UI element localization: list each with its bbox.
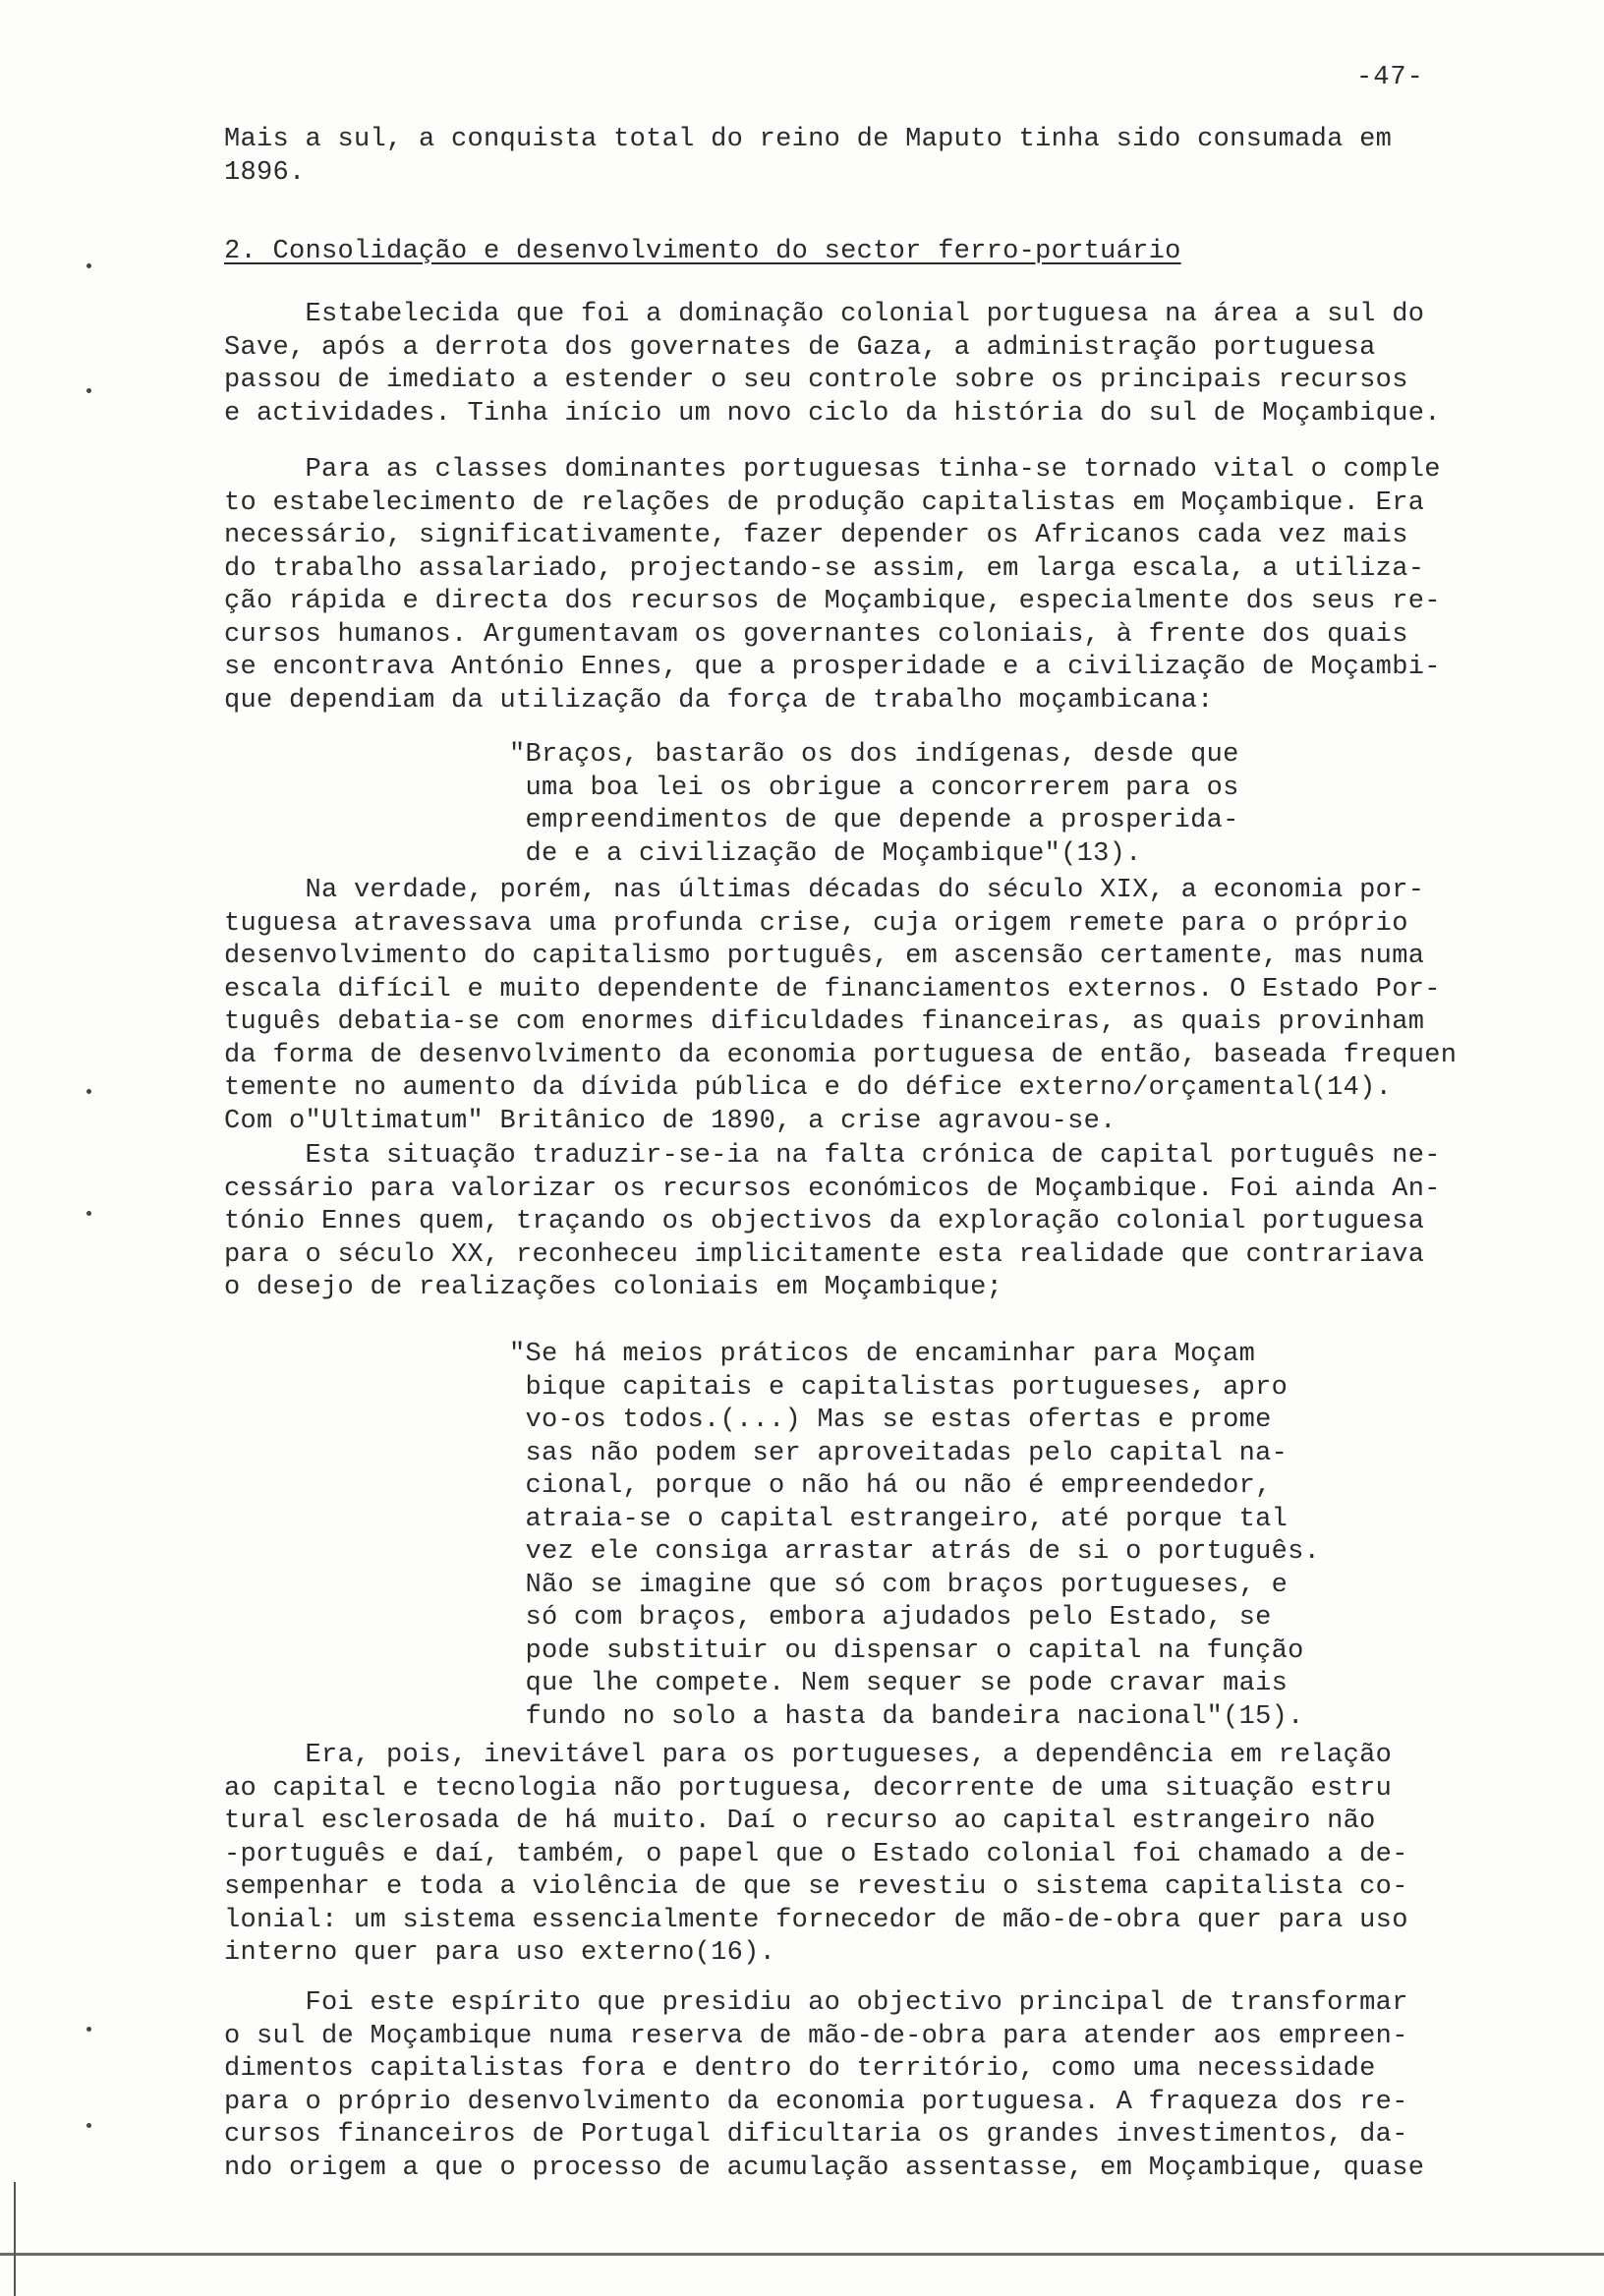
paragraph-4: Esta situação traduzir-se-ia na falta crónica de capital português ne- cessário para valorizar os recursos económicos de Moçambique. Foi ainda An- tónio Ennes quem, traçando os objectivos da exploração colonial portuguesa para o século XX, reconheceu implicitamente esta realidade que contrariava o desejo de realizações coloniais em Moçambique; xyxy=(224,1141,1441,1302)
section-heading-text: 2. Consolidação e desenvolvimento do sector ferro-portuário xyxy=(224,237,1181,266)
paragraph-2: Para as classes dominantes portuguesas tinha-se tornado vital o comple to estabelecimento de relações de produção capitalistas em Moçambique. Era necessário, significativamente, fazer depender os Africanos cada vez mais do trabalho assalariado, projectando-se assim, em larga escala, a utiliza- ção rápida e directa dos recursos de Moçambique, especialmente dos seus re- cursos humanos. Argumentavam os governantes coloniais, à frente dos quais se encontrava António Ennes, que a prosperidade e a civilização de Moçambi- que dependiam da utilização da força de trabalho moçambicana: xyxy=(224,455,1441,716)
page-number: -47- xyxy=(1356,63,1424,92)
left-margin-rule xyxy=(14,2182,16,2296)
section-heading xyxy=(224,236,1561,269)
paragraph-6: Foi este espírito que presidiu ao objectivo principal de transformar o sul de Moçambique numa reserva de mão-de-obra para atender aos empreen- dimentos capitalistas fora e dentro do território, como uma necessidade para o próprio desenvolvimento da economia portuguesa. A fraqueza dos re- cursos financeiros de Portugal dificultaria os grandes investimentos, da- ndo origem a que o processo de acumulação assentasse, em Moçambique, quase xyxy=(224,1988,1425,2183)
block-quote-2: "Se há meios práticos de encaminhar para Moçam bique capitais e capitalistas portugueses, apro vo-os todos.(...) Mas se estas ofertas e prome sas não podem ser aproveitadas pelo capital na- cional, porque o não há ou não é empreendedor, atraia-se o capital estrangeiro, até porque tal vez ele consiga arrastar atrás de si o português. Não se imagine que só com braços portugueses, e só com braços, embora ajudados pelo Estado, se pode substituir ou dispensar o capital na função que lhe compete. Nem sequer se pode cravar mais fundo no solo a hasta da bandeira nacional"(15). xyxy=(509,1340,1321,1732)
paragraph-3: Na verdade, porém, nas últimas décadas do século XIX, a economia por- tuguesa atravessava uma profunda crise, cuja origem remete para o próprio desenvolvimento do capitalismo português, em ascensão certamente, mas numa escala difícil e muito dependente de financiamentos externos. O Estado Por- tuguês debatia-se com enormes dificuldades financeiras, as quais provinham da forma de desenvolvimento da economia portuguesa de então, baseada frequen temente no aumento da dívida pública e do défice externo/orçamental(14). Com o"Ultimatum" Britânico de 1890, a crise agravou-se. xyxy=(224,876,1458,1136)
paragraph-1: Estabelecida que foi a dominação colonial portuguesa na área a sul do Save, após a derrota dos governates de Gaza, a administração portuguesa passou de imediato a estender o seu controle sobre os principais recursos e actividades. Tinha início um novo ciclo da história do sul de Moçambique. xyxy=(224,300,1441,429)
paragraph-intro: Mais a sul, a conquista total do reino de Maputo tinha sido consumada em 1896. xyxy=(224,125,1393,188)
margin-mark xyxy=(86,2027,91,2032)
margin-mark xyxy=(86,1089,91,1094)
margin-mark xyxy=(86,2123,91,2128)
margin-mark xyxy=(86,1211,91,1216)
margin-mark xyxy=(86,388,91,393)
margin-mark xyxy=(86,263,91,268)
block-quote-1: "Braços, bastarão os dos indígenas, desde que uma boa lei os obrigue a concorrerem para os empreendimentos de que depende a prosperida- de e a civilização de Moçambique"(13). xyxy=(509,740,1239,869)
bottom-rule xyxy=(0,2253,1604,2256)
paragraph-5: Era, pois, inevitável para os portugueses, a dependência em relação ao capital e tecnologia não portuguesa, decorrente de uma situação estru tural esclerosada de há muito. Daí o recurso ao capital estrangeiro não -português e daí, também, o papel que o Estado colonial foi chamado a de- sempenhar e toda a violência de que se revestiu o sistema capitalista co- lonial: um sistema essencialmente fornecedor de mão-de-obra quer para uso interno quer para uso externo(16). xyxy=(224,1741,1408,1968)
